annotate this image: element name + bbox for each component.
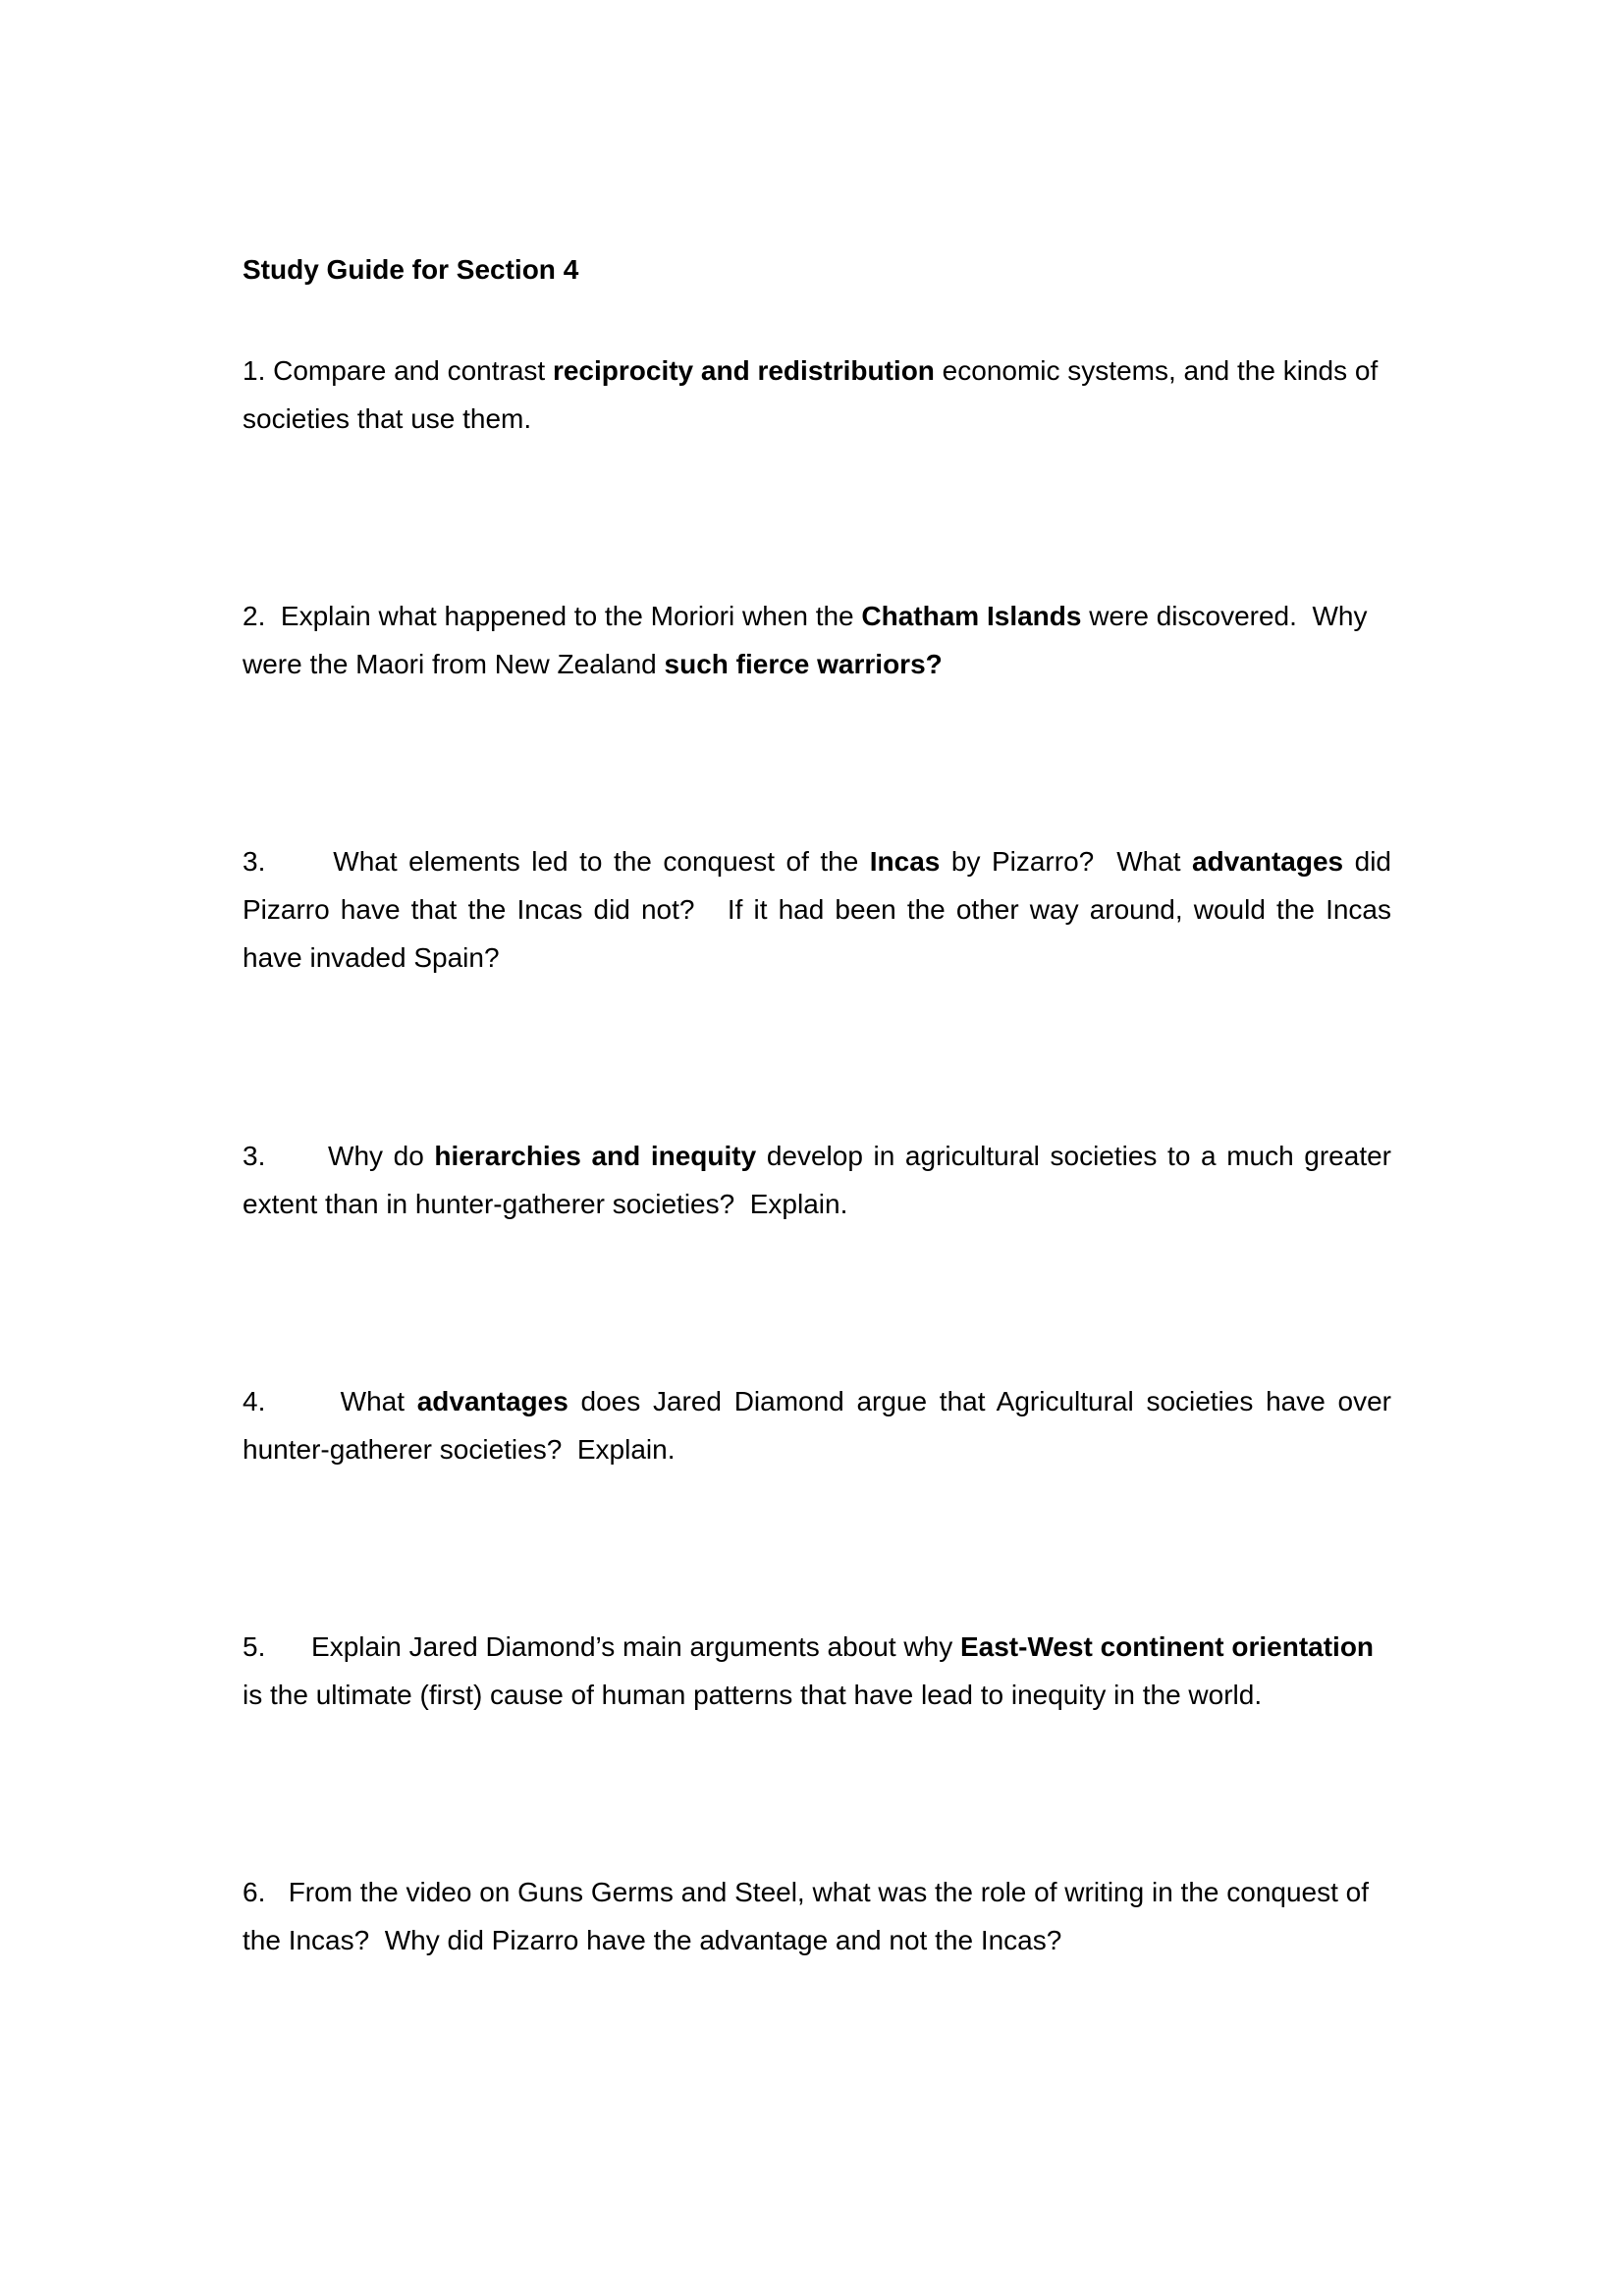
- question-bold-text: advantages: [416, 1386, 568, 1416]
- question-text: does Jared Diamond argue that Agricultural societies have over hunter-gatherer societies? Explain.: [243, 1386, 1391, 1465]
- question-text: 3. What elements led to the conquest of the: [243, 846, 870, 877]
- question-text: 6. From the video on Guns Germs and Steel, what was the role of writing in the conquest of the Incas? Why did Pizarro have the advantage and not the Incas?: [243, 1877, 1370, 1955]
- question-paragraph-3b: [243, 1132, 1391, 1228]
- question-text: economic systems, and the kinds of societies that use them.: [243, 355, 1379, 434]
- question-paragraph-1: [243, 347, 1391, 443]
- question-paragraph-2: [243, 592, 1391, 688]
- question-paragraph-4: [243, 1377, 1391, 1473]
- document-title: Study Guide for Section 4: [243, 254, 579, 285]
- question-text: 2. Explain what happened to the Moriori when the: [243, 601, 862, 631]
- question-text: by Pizarro? What: [940, 846, 1193, 877]
- question-bold-text: such fierce warriors?: [664, 649, 943, 679]
- question-bold-text: Incas: [869, 846, 941, 877]
- question-text: 5. Explain Jared Diamond’s main arguments about why: [243, 1631, 960, 1662]
- question-text: 3. Why do: [243, 1141, 435, 1171]
- question-text: is the ultimate (first) cause of human patterns that have lead to inequity in the world.: [243, 1680, 1263, 1710]
- question-text: did Pizarro have that the Incas did not? If it had been the other way around, would the Incas have invaded Spain?: [243, 846, 1391, 973]
- question-bold-text: East-West continent orientation: [959, 1631, 1375, 1662]
- question-text: 4. What: [243, 1386, 417, 1416]
- question-text: 1. Compare and contrast: [243, 355, 553, 386]
- question-paragraph-5: [243, 1623, 1391, 1719]
- question-text: were discovered. Why were the Maori from New Zealand: [243, 601, 1368, 679]
- question-bold-text: Chatham Islands: [861, 601, 1082, 631]
- question-bold-text: advantages: [1192, 846, 1344, 877]
- question-paragraph-3: [243, 837, 1391, 982]
- question-bold-text: hierarchies and inequity: [434, 1141, 757, 1171]
- question-text: develop in agricultural societies to a much greater extent than in hunter-gatherer societies? Explain.: [243, 1141, 1391, 1219]
- question-bold-text: reciprocity and redistribution: [552, 355, 935, 386]
- question-paragraph-6: [243, 1868, 1391, 1964]
